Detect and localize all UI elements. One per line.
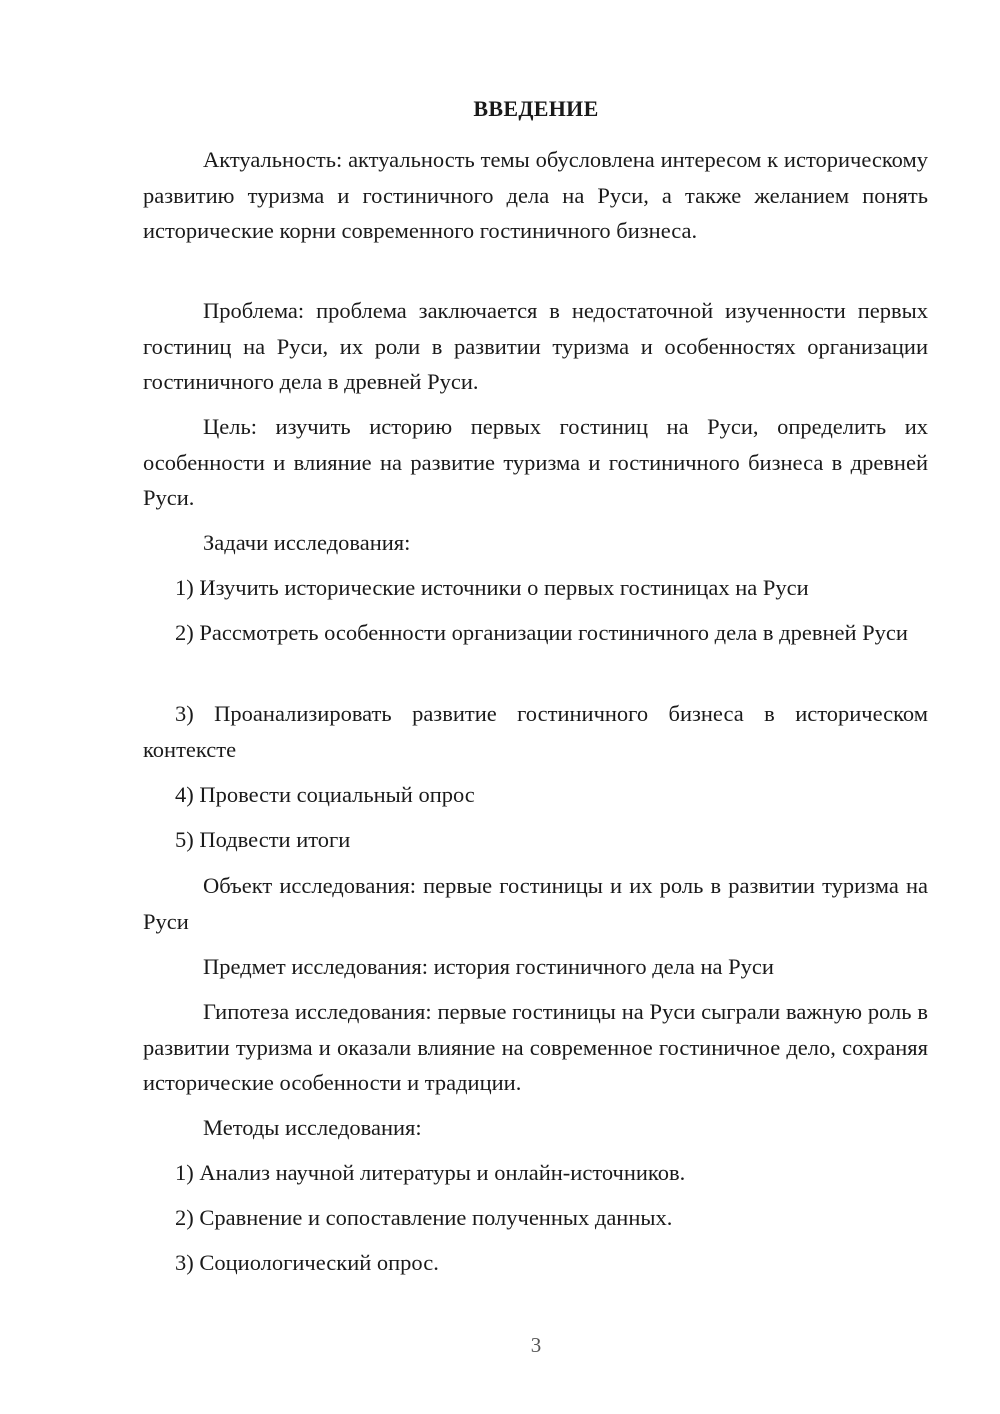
method-item-2: 2) Сравнение и сопоставление полученных данных. [175, 1205, 673, 1230]
task-item-4: 4) Провести социальный опрос [175, 782, 475, 807]
task-item-1: 1) Изучить исторические источники о первых гостиницах на Руси [175, 575, 809, 600]
tasks-label: Задачи исследования: [203, 530, 411, 555]
task-item-5: 5) Подвести итоги [175, 827, 351, 852]
method-item-3: 3) Социологический опрос. [175, 1250, 439, 1275]
paragraph-problem: Проблема: проблема заключается в недостаточной изученности первых гостиниц на Руси, их роли в развитии туризма и особенностях организации гостиничного дела в древней Руси. [143, 298, 928, 394]
paragraph-subject: Предмет исследования: история гостиничного дела на Руси [203, 954, 774, 979]
paragraph-object: Объект исследования: первые гостиницы и их роль в развитии туризма на Руси [143, 873, 928, 934]
paragraph-hypothesis: Гипотеза исследования: первые гостиницы на Руси сыграли важную роль в развитии туризма и оказали влияние на современное гостиничное дело, сохраняя исторические особенности и традиции. [143, 999, 928, 1095]
task-item-3: 3) Проанализировать развитие гостиничного бизнеса в историческом контексте [143, 701, 928, 762]
page-number: 3 [530, 1333, 542, 1357]
paragraph-goal: Цель: изучить историю первых гостиниц на Руси, определить их особенности и влияние на развитие туризма и гостиничного бизнеса в древней Руси. [143, 414, 928, 510]
method-item-1: 1) Анализ научной литературы и онлайн-источников. [175, 1160, 686, 1185]
paragraph-relevance: Актуальность: актуальность темы обусловлена интересом к историческому развитию туризма и гостиничного дела на Руси, а также желанием понять исторические корни современного гостиничного бизнеса. [143, 147, 928, 243]
task-item-2: 2) Рассмотреть особенности организации гостиничного дела в древней Руси [175, 620, 908, 645]
page-title: ВВЕДЕНИЕ [473, 96, 599, 121]
methods-label: Методы исследования: [203, 1115, 422, 1140]
